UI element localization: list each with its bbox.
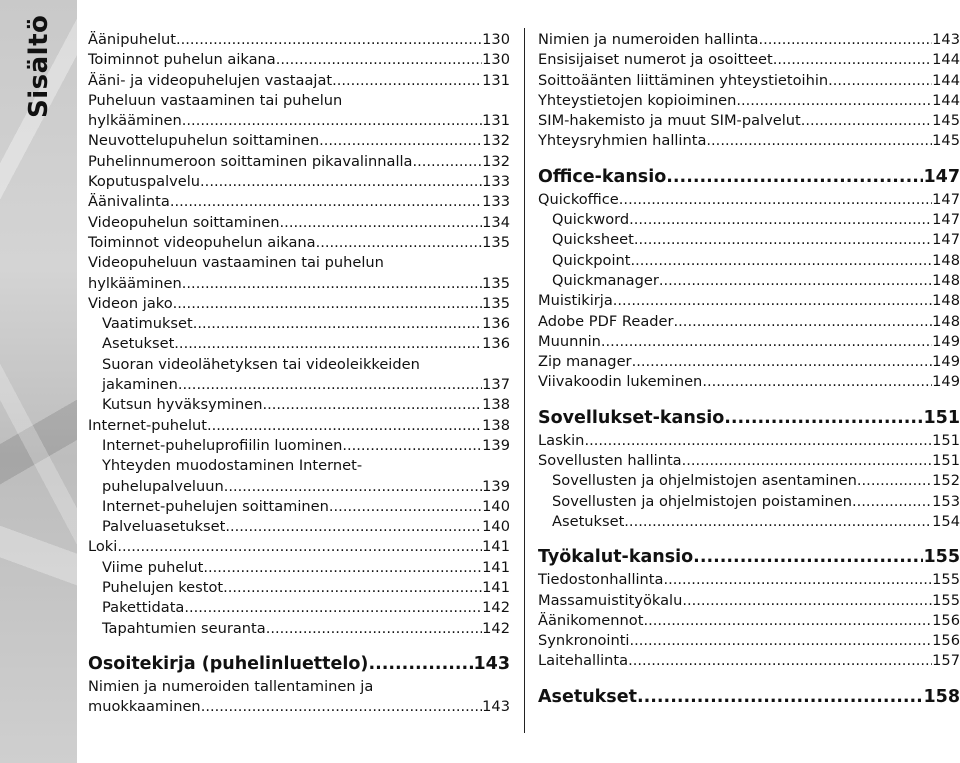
toc-page-number: 144 [932,91,960,109]
toc-page-number: 147 [923,166,960,187]
dot-leader [319,131,482,151]
toc-entry-label: Asetukset [102,335,175,353]
toc-entry[interactable] [538,271,960,291]
toc-entry-label: Adobe PDF Reader [538,312,674,330]
dot-leader [225,517,482,537]
dot-leader [201,697,482,717]
dot-leader [262,395,482,415]
toc-entry-label: Sovellusten ja ohjelmistojen poistaminen [552,492,852,510]
toc-entry-label: Muistikirja [538,292,613,310]
toc-page-number: 151 [932,431,960,449]
toc-page-number: 143 [473,653,510,674]
toc-section-heading[interactable] [538,166,960,188]
toc-entry-label: Sovellusten ja ohjelmistojen asentaminen [552,472,857,490]
dot-leader [736,91,932,111]
toc-page-number: 152 [932,472,960,490]
dot-leader [368,653,473,675]
toc-entry-label: Neuvottelupuhelun soittaminen [88,132,320,150]
dot-leader [182,274,482,294]
toc-entry-label: Sovellukset-kansio [538,407,725,428]
dot-leader [682,451,933,471]
toc-entry[interactable] [538,30,960,50]
toc-entry[interactable] [88,314,510,334]
toc-page-number: 140 [482,497,510,515]
toc-page-number: 144 [932,51,960,69]
dot-leader [193,314,482,334]
toc-entry-label: Puhelujen kestot [102,579,224,597]
dot-leader [857,471,932,491]
dot-leader [601,332,932,352]
toc-entry-label: Quickword [552,211,630,229]
dot-leader [200,172,482,192]
toc-page-number: 130 [482,31,510,48]
toc-entry[interactable] [88,578,510,598]
dot-leader [663,570,932,590]
toc-entry[interactable] [88,395,510,415]
toc-entry[interactable] [88,131,510,151]
toc-page-number: 155 [932,591,960,609]
toc-entry-label: Viime puhelut [102,558,204,576]
toc-entry[interactable] [88,497,510,517]
toc-page-number: 141 [482,579,510,597]
sidebar-title: Sisältö [24,14,54,118]
toc-page-number: 136 [482,335,510,353]
toc-entry-label: Pakettidata [102,599,185,617]
toc-entry[interactable] [88,619,510,639]
toc-section-heading[interactable] [538,546,960,568]
toc-entry[interactable] [88,192,510,212]
toc-entry-label: Sovellusten hallinta [538,452,682,470]
toc-entry-label: hylkääminen [88,112,182,130]
toc-entry-label: Zip manager [538,353,632,371]
toc-page-number: 153 [932,492,960,510]
toc-entry[interactable] [538,471,960,491]
toc-entry-label: SIM-hakemisto ja muut SIM-palvelut [538,112,801,130]
dot-leader [584,431,932,451]
toc-page-number: 145 [932,132,960,150]
toc-entry[interactable] [538,312,960,332]
toc-page-number: 156 [932,632,960,650]
dot-leader [724,407,923,429]
toc-entry[interactable] [88,375,510,395]
toc-page-number: 151 [923,407,960,428]
toc-page-number: 130 [482,51,510,69]
toc-entry[interactable] [88,213,510,233]
toc-entry-label: Quickoffice [538,190,619,208]
dot-leader [329,497,482,517]
dot-leader [773,50,932,70]
dot-leader [332,71,482,91]
toc-page-number: 136 [482,315,510,333]
toc-entry[interactable] [88,537,510,557]
toc-entry-label: Viivakoodin lukeminen [538,373,703,391]
toc-page-number: 157 [932,652,960,670]
toc-page-number: 138 [482,416,510,434]
toc-entry[interactable] [538,651,960,671]
toc-section-heading[interactable] [88,653,510,675]
dot-leader [852,492,932,512]
toc-entry-label: Ensisijaiset numerot ja osoitteet [538,51,773,69]
dot-leader [117,537,482,557]
toc-entry[interactable] [538,131,960,151]
toc-page-number: 131 [482,112,510,130]
toc-entry-label: puhelupalveluun [102,477,224,495]
toc-page-number: 148 [932,292,960,310]
toc-entry[interactable] [88,697,510,717]
toc-entry[interactable] [538,451,960,471]
toc-entry-label: Kutsun hyväksyminen [102,396,263,414]
toc-entry[interactable] [88,334,510,354]
toc-entry-label: Quickmanager [552,271,659,289]
toc-entry-label: Internet-puhelujen soittaminen [102,497,329,515]
toc-entry[interactable] [88,50,510,70]
toc-page-number: 139 [482,477,510,495]
toc-entry-text[interactable]: Yhteyden muodostaminen Internet- [102,457,363,475]
toc-entry[interactable] [538,591,960,611]
toc-right-column [538,30,960,710]
dot-leader [184,598,482,618]
dot-leader [682,591,932,611]
toc-entry-label: Vaatimukset [102,315,193,333]
toc-page-number: 147 [932,190,960,208]
toc-entry-label: Puhelinnumeroon soittaminen pikavalinnalla [88,152,413,170]
dot-leader [223,578,482,598]
dot-leader [624,512,932,532]
toc-entry[interactable] [538,570,960,590]
toc-entry-label: Tiedostonhallinta [538,571,664,589]
toc-entry[interactable] [538,210,960,230]
toc-entry[interactable] [88,233,510,253]
dot-leader [203,558,482,578]
toc-page-number: 141 [482,558,510,576]
dot-leader [182,111,482,131]
toc-entry[interactable] [538,631,960,651]
toc-page-number: 142 [482,599,510,617]
dot-leader [702,372,932,392]
toc-entry[interactable] [88,71,510,91]
dot-leader [280,213,483,233]
toc-entry-label: Quicksheet [552,231,634,249]
toc-page-number: 155 [932,571,960,589]
dot-leader [178,375,482,395]
toc-entry-label: Loki [88,538,118,556]
dot-leader [674,312,933,332]
toc-entry-label: jakaminen [102,376,178,394]
toc-entry-label: Muunnin [538,332,601,350]
toc-entry-label: Soittoäänten liittäminen yhteystietoihin [538,71,829,89]
toc-page-number: 155 [923,547,960,568]
toc-entry-label: Videopuhelun soittaminen [88,213,280,231]
dot-leader [316,233,483,253]
toc-page-number: 147 [932,231,960,249]
toc-entry[interactable] [88,517,510,537]
toc-page-number: 143 [932,31,960,48]
toc-entry-label: Asetukset [538,686,637,707]
dot-leader [659,271,932,291]
toc-entry-label: Ääni- ja videopuhelujen vastaajat [88,71,333,89]
toc-entry[interactable] [88,558,510,578]
toc-entry-label: Toiminnot puhelun aikana [88,51,276,69]
toc-entry-text[interactable]: Puheluun vastaaminen tai puhelun [88,91,343,109]
toc-entry[interactable] [88,416,510,436]
toc-entry-label: hylkääminen [88,274,182,292]
toc-section-heading[interactable] [538,407,960,429]
toc-entry[interactable] [538,190,960,210]
toc-entry-text[interactable]: Videopuheluun vastaaminen tai puhelun [88,254,384,272]
toc-entry[interactable] [88,111,510,131]
toc-entry-label: Videon jako [88,294,173,312]
toc-entry-label: Nimien ja numeroiden hallinta [538,31,759,48]
column-divider [524,28,525,733]
toc-page-number: 145 [932,112,960,130]
toc-page-number: 134 [482,213,510,231]
dot-leader [619,190,932,210]
toc-page-number: 144 [932,71,960,89]
dot-leader [801,111,932,131]
toc-entry[interactable] [88,30,510,50]
toc-entry[interactable] [538,111,960,131]
toc-entry-label: Äänivalinta [88,193,170,211]
dot-leader [266,619,482,639]
dot-leader [413,152,483,172]
toc-page-number: 132 [482,152,510,170]
toc-page-number: 143 [482,698,510,716]
toc-page-number: 156 [932,611,960,629]
dot-leader [632,352,933,372]
toc-entry-label: Äänikomennot [538,611,644,629]
toc-entry-label: Palveluasetukset [102,518,226,536]
toc-page-number: 135 [482,274,510,292]
toc-entry[interactable] [538,291,960,311]
toc-entry-label: Laskin [538,431,585,449]
toc-page-number: 141 [482,538,510,556]
toc-page-number: 133 [482,173,510,191]
dot-leader [342,436,482,456]
toc-entry[interactable] [538,91,960,111]
toc-entry[interactable] [538,431,960,451]
toc-entry-label: Työkalut-kansio [538,547,694,568]
toc-page-number: 149 [932,332,960,350]
dot-leader [634,230,932,250]
toc-page-number: 149 [932,353,960,371]
toc-entry-label: Asetukset [552,512,625,530]
toc-page-number: 148 [932,251,960,269]
toc-entry-label: Internet-puhelut [88,416,207,434]
dot-leader [170,192,482,212]
dot-leader [666,166,923,188]
toc-entry[interactable] [538,372,960,392]
toc-page-number: 132 [482,132,510,150]
toc-page-number: 139 [482,436,510,454]
toc-page-number: 148 [932,271,960,289]
dot-leader [173,294,483,314]
dot-leader [693,546,923,568]
toc-page-number: 135 [482,233,510,251]
toc-entry[interactable] [538,332,960,352]
toc-page-number: 131 [482,71,510,89]
toc-entry[interactable] [538,512,960,532]
toc-entry-label: Yhteysryhmien hallinta [538,132,707,150]
toc-entry-label: Office-kansio [538,166,667,187]
toc-entry-label: Koputuspalvelu [88,173,201,191]
toc-entry-text[interactable]: Suoran videolähetyksen tai videoleikkeiden [102,355,420,373]
dot-leader [224,477,482,497]
dot-leader [276,50,482,70]
toc-entry[interactable] [88,598,510,618]
dot-leader [174,334,482,354]
dot-leader [630,251,932,271]
dot-leader [637,686,924,708]
toc-entry[interactable] [538,71,960,91]
toc-page-number: 140 [482,518,510,536]
toc-entry[interactable] [88,172,510,192]
toc-entry-text[interactable]: Nimien ja numeroiden tallentaminen ja [88,677,374,695]
toc-page-number: 147 [932,211,960,229]
toc-page-number: 138 [482,396,510,414]
toc-entry-label: Laitehallinta [538,652,629,670]
toc-entry-label: Internet-puheluprofiilin luominen [102,436,343,454]
toc-entry[interactable] [538,611,960,631]
toc-entry[interactable] [538,230,960,250]
toc-entry[interactable] [538,50,960,70]
toc-entry[interactable] [538,352,960,372]
toc-entry-label: Quickpoint [552,251,631,269]
toc-entry[interactable] [88,477,510,497]
sidebar-tab [0,0,77,763]
toc-page-number: 133 [482,193,510,211]
dot-leader [629,210,932,230]
dot-leader [207,416,482,436]
toc-page-number: 149 [932,373,960,391]
toc-entry-label: Yhteystietojen kopioiminen [538,91,737,109]
toc-entry-label: muokkaaminen [88,698,201,716]
toc-page-number: 135 [482,294,510,312]
dot-leader [629,631,932,651]
toc-entry-label: Tapahtumien seuranta [102,619,266,637]
toc-entry[interactable] [88,294,510,314]
toc-page-number: 154 [932,512,960,530]
dot-leader [828,71,932,91]
dot-leader [643,611,932,631]
toc-entry-label: Massamuistityökalu [538,591,683,609]
toc-entry[interactable] [88,436,510,456]
dot-leader [706,131,932,151]
toc-page-number: 142 [482,619,510,637]
toc-page-number: 148 [932,312,960,330]
toc-left-column [88,30,510,718]
toc-entry-label: Osoitekirja (puhelinluettelo) [88,653,369,674]
toc-entry-label: Toiminnot videopuhelun aikana [88,233,316,251]
dot-leader [613,291,932,311]
dot-leader [176,30,482,50]
toc-page-number: 158 [923,686,960,707]
toc-entry-label: Synkronointi [538,632,630,650]
toc-entry[interactable] [538,492,960,512]
toc-page-number: 151 [932,452,960,470]
toc-entry[interactable] [538,251,960,271]
toc-entry[interactable] [88,152,510,172]
toc-page-number: 137 [482,376,510,394]
dot-leader [628,651,932,671]
toc-section-heading[interactable] [538,686,960,708]
toc-entry[interactable] [88,274,510,294]
toc-entry-label: Äänipuhelut [88,31,176,48]
dot-leader [759,30,933,50]
